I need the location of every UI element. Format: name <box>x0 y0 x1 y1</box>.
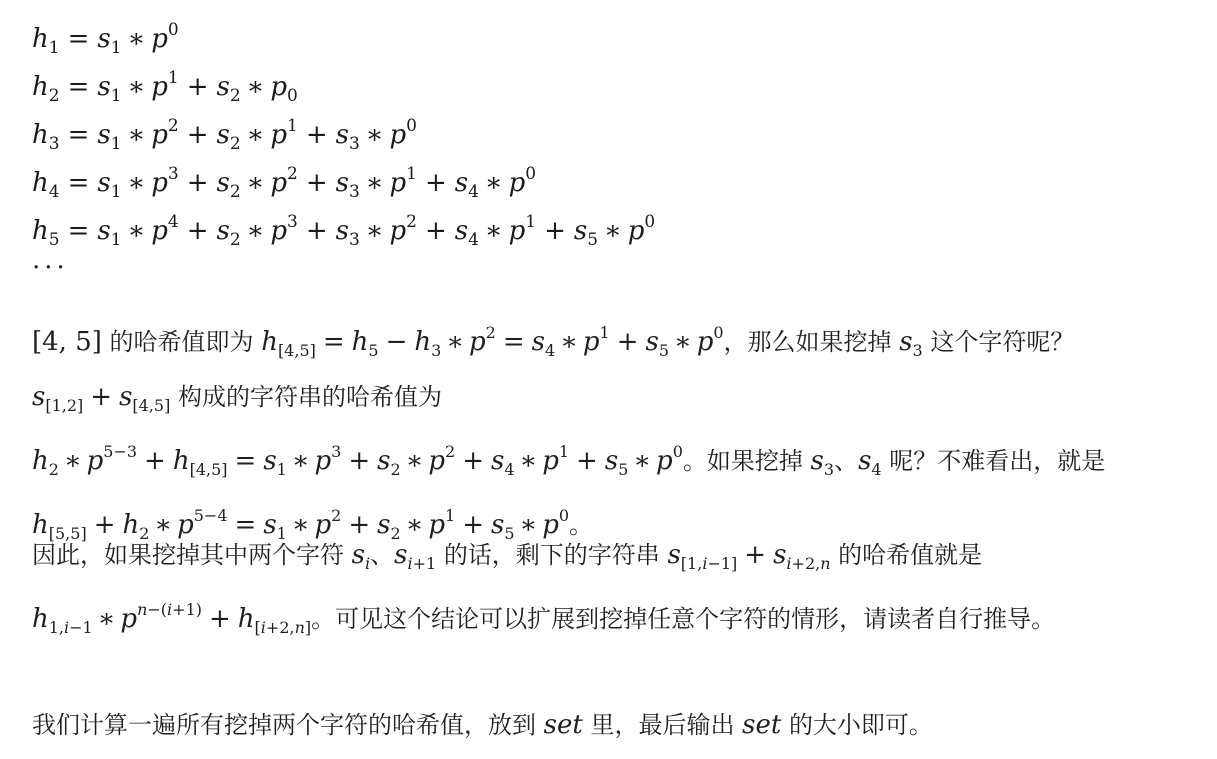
paragraph-remove-two: 因此，如果挖掉其中两个字符 $s_i$、$s_{i+1}$ 的话，剩下的字符串 $s_{[1,i-1]} + s_{i+2,n}$ 的哈希值就是 $h_{1,i-1}$ ∗ $p^{n-(i+1)} + h_{[i+2,n]}$。可见这个结论可以扩展到挖掉任意个字符的情形，请读者自行推导。 <box>32 540 1056 637</box>
set-word: set <box>543 710 583 740</box>
set-word: set <box>742 710 782 740</box>
equation-h4: $h_4 = s_1$ ∗ $p^3 + s_2$ ∗ $p^2 + s_3$ ∗ $p^1 + s_4$ ∗ $p^0$ <box>32 164 537 202</box>
paragraph-conclusion <box>32 702 1182 748</box>
p3-text-2: 里，最后输出 <box>590 711 735 739</box>
p1-text-5: 。如果挖掉 <box>682 447 803 475</box>
equation-h1: $h_1 = s_1$ ∗ $p^0$ <box>32 20 179 58</box>
p1-text-7: 呢？不难看出，就是 <box>889 447 1106 475</box>
p2-text-1: 因此，如果挖掉其中两个字符 <box>32 541 344 569</box>
p1-text-1: 的哈希值即为 <box>109 328 254 356</box>
paragraph-remove-one: [4, 5] 的哈希值即为 $h_{[4,5]} = h_5 - h_3$ ∗ $p^2 = s_4$ ∗ $p^1 + s_5$ ∗ $p^0$，那么如果挖掉 $s_3$ 这个字符呢？ $s_{[1,2]} + s_{[4,5]}$ 构成的字符串的哈希值为 $h_2$ ∗ $p^{5-3} + h_{[4,5]} = s_1$ ∗ $p^3 + s_2$ ∗ $p^2 + s_4$ ∗ $p^1 + s_5$ ∗ $p^0$。如果挖掉 $s_3$、$s_4$ 呢？不难看出，就是 $h_{[5,5]} + h_2$ ∗ $p^{5-4} = s_1$ ∗ $p^2 + s_2$ ∗ $p^1 + s_5$ ∗ $p^0$。 <box>32 323 1106 543</box>
p3-text-3: 的大小即可。 <box>788 711 933 739</box>
p2-text-3: 的话，剩下的字符串 <box>443 541 660 569</box>
equation-h3: $h_3 = s_1$ ∗ $p^2 + s_2$ ∗ $p^1 + s_3$ ∗ $p^0$ <box>32 116 417 154</box>
p1-text-3: 这个字符呢？ <box>930 328 1075 356</box>
p1-text-2: ，那么如果挖掉 <box>723 328 892 356</box>
equation-h5: $h_5 = s_1$ ∗ $p^4 + s_2$ ∗ $p^3 + s_3$ ∗ $p^2 + s_4$ ∗ $p^1 + s_5$ ∗ $p^0$ <box>32 212 656 250</box>
equation-ellipsis: ··· <box>32 253 69 283</box>
equation-h2: $h_2 = s_1$ ∗ $p^1 + s_2$ ∗ $p_0$ <box>32 68 298 106</box>
p2-text-5: 。可见这个结论可以扩展到挖掉任意个字符的情形，请读者自行推导。 <box>311 605 1056 633</box>
p1-text-8: 。 <box>569 511 594 539</box>
p1-text-4: 构成的字符串的哈希值为 <box>178 383 442 411</box>
p2-text-4: 的哈希值就是 <box>838 541 983 569</box>
p2-text-2: 、 <box>370 541 395 569</box>
p3-text-1: 我们计算一遍所有挖掉两个字符的哈希值，放到 <box>32 711 536 739</box>
p1-text-6: 、 <box>834 447 859 475</box>
